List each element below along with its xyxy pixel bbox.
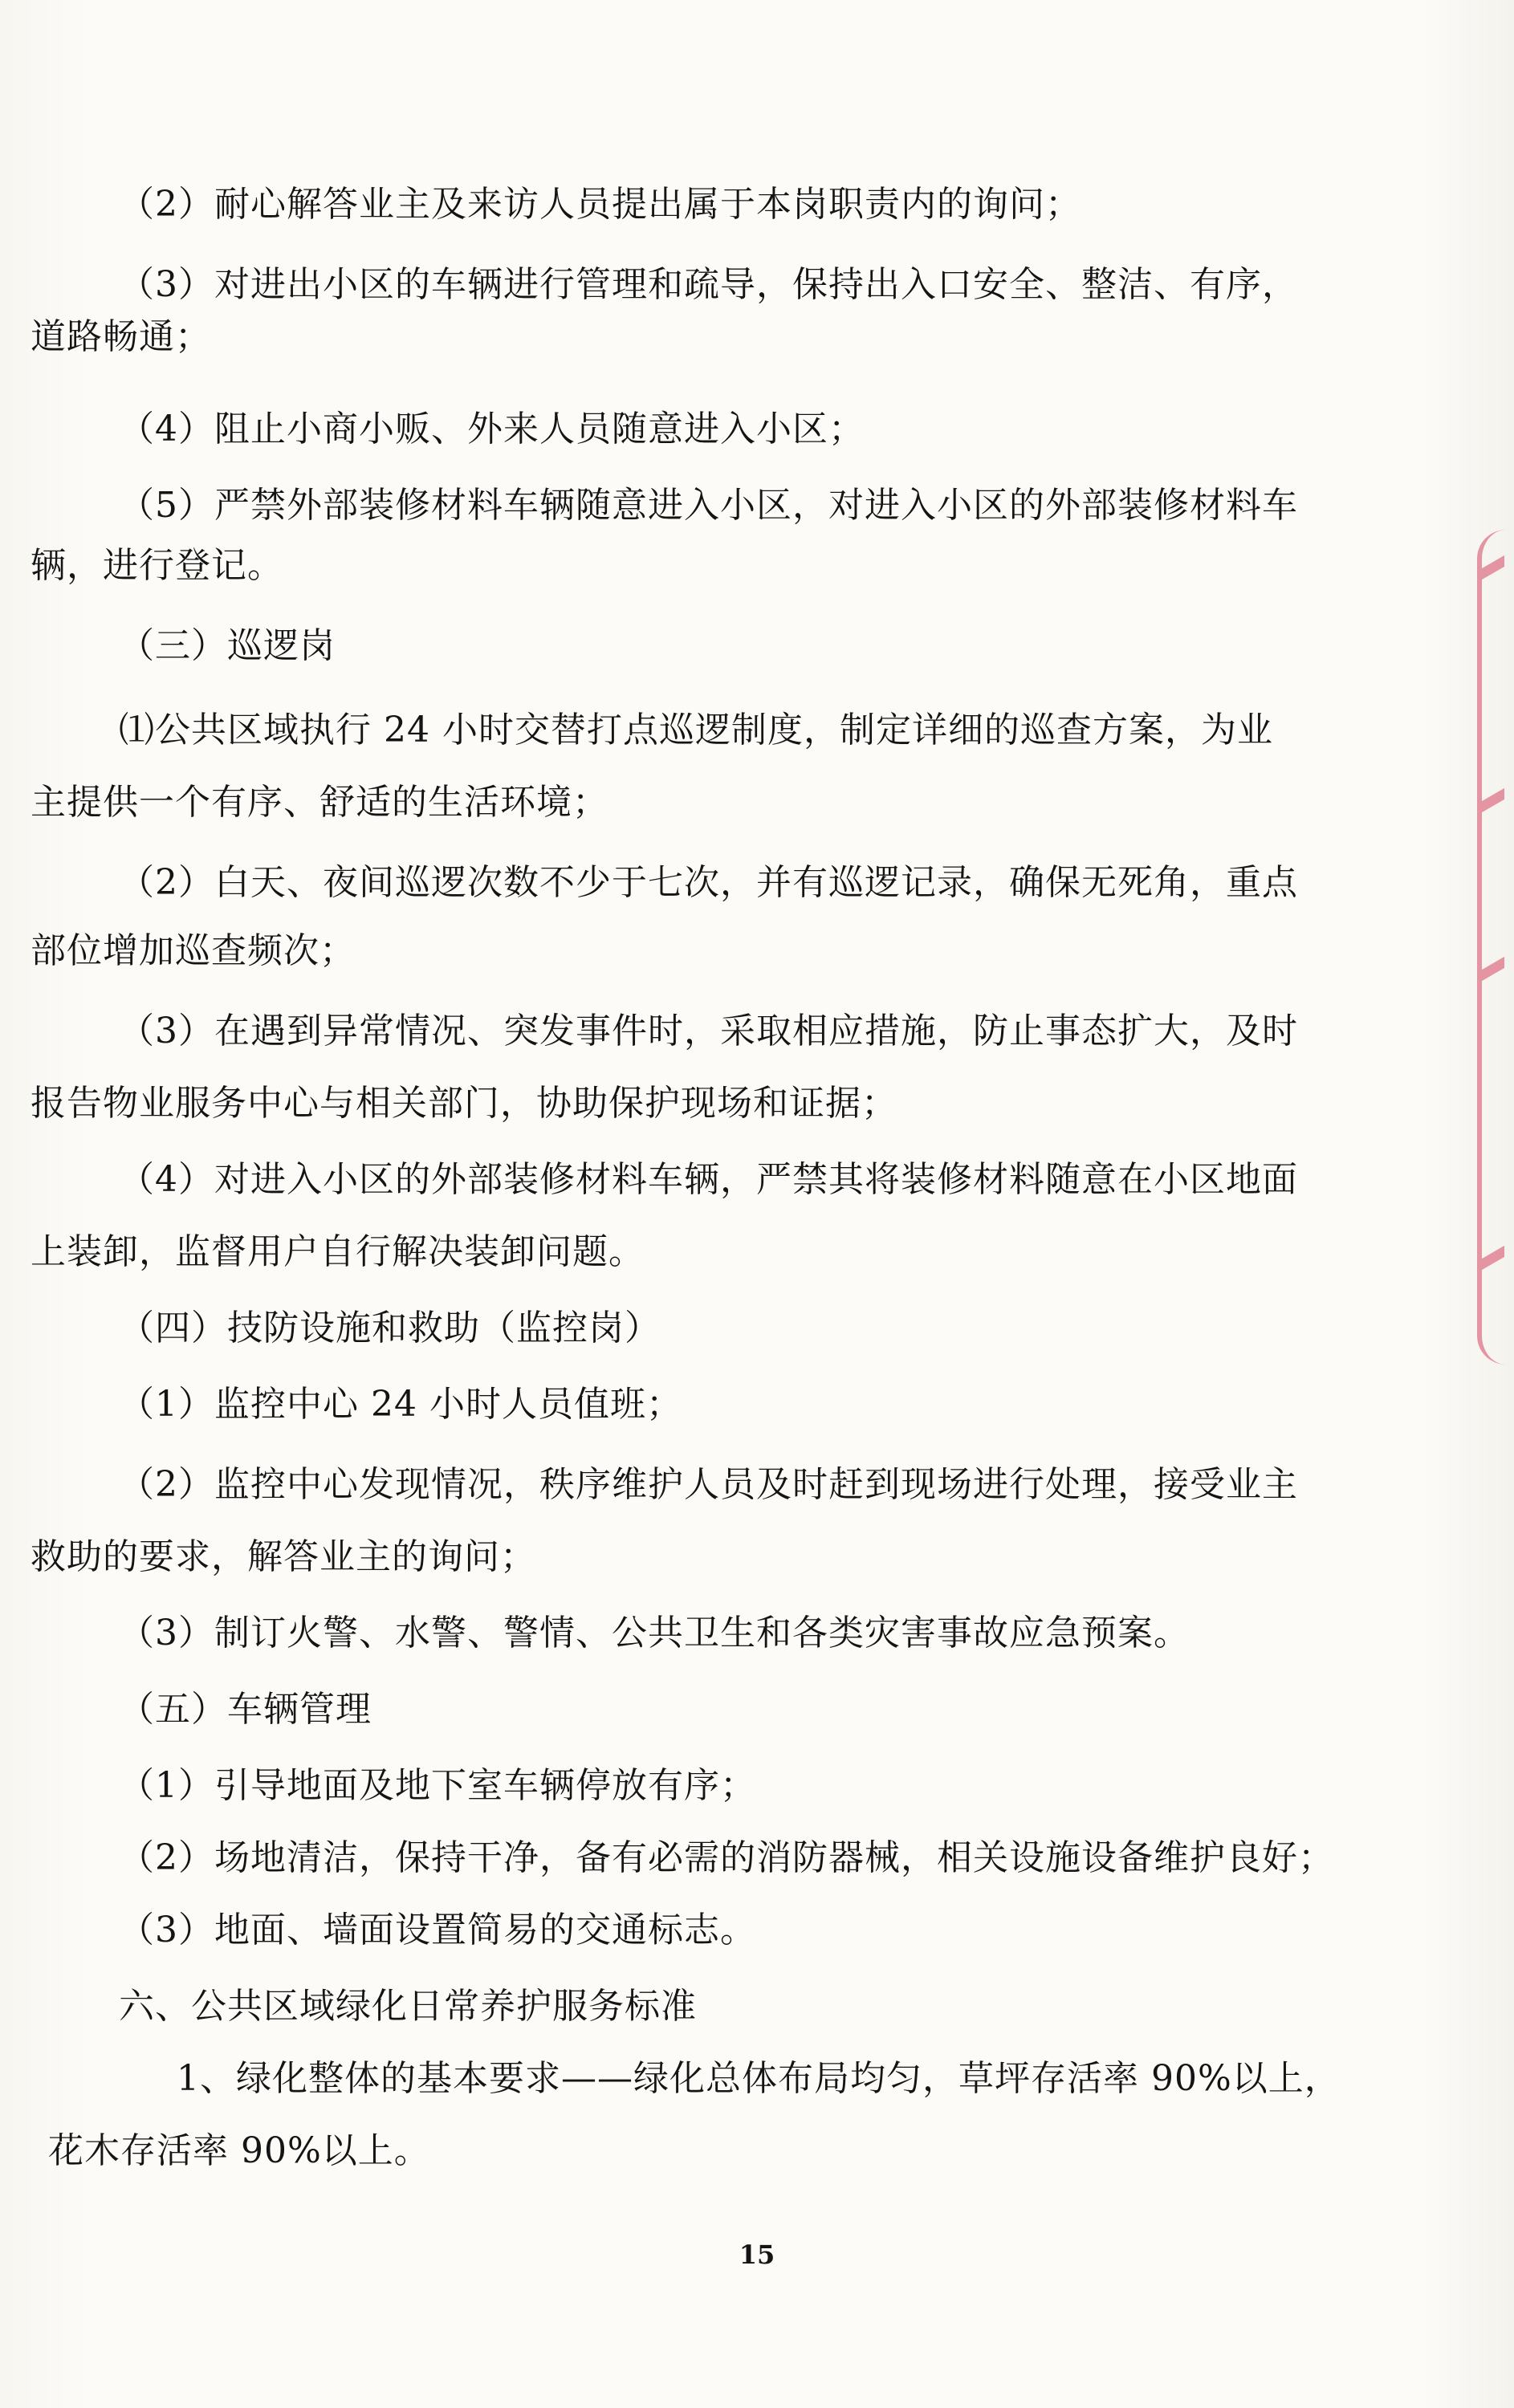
text-line-18: （2）监控中心发现情况，秩序维护人员及时赶到现场进行处理，接受业主: [119, 1464, 1298, 1505]
text-line-11: 部位增加巡查频次；: [31, 930, 356, 971]
text-line-13: 报告物业服务中心与相关部门，协助保护现场和证据；: [31, 1083, 897, 1124]
text-line-8: ⑴公共区域执行 24 小时交替打点巡逻制度，制定详细的巡查方案，为业: [119, 710, 1273, 750]
text-line-26: 1、绿化整体的基本要求——绿化总体布局均匀，草坪存活率 90%以上，: [177, 2058, 1341, 2099]
text-line-1: （2）耐心解答业主及来访人员提出属于本岗职责内的询问；: [119, 184, 1081, 225]
text-line-27: 花木存活率 90%以上。: [48, 2130, 430, 2171]
text-line-12: （3）在遇到异常情况、突发事件时，采取相应措施，防止事态扩大，及时: [119, 1011, 1298, 1051]
text-line-3: 道路畅通；: [31, 316, 211, 357]
text-line-6: 辆，进行登记。: [31, 545, 283, 586]
page-number: 15: [739, 2239, 775, 2270]
text-line-4: （4）阻止小商小贩、外来人员随意进入小区；: [119, 409, 865, 449]
red-seal-fragment: [1466, 530, 1514, 1365]
text-line-17: （1）监控中心 24 小时人员值班；: [119, 1384, 682, 1425]
text-line-9: 主提供一个有序、舒适的生活环境；: [31, 782, 608, 823]
text-line-23: （2）场地清洁，保持干净，备有必需的消防器械，相关设施设备维护良好；: [119, 1837, 1334, 1878]
text-line-15: 上装卸，监督用户自行解决装卸问题。: [31, 1231, 645, 1272]
section-heading-monitoring: （四）技防设施和救助（监控岗）: [119, 1308, 661, 1348]
text-line-24: （3）地面、墙面设置简易的交通标志。: [119, 1910, 756, 1950]
section-heading-vehicles: （五）车辆管理: [119, 1689, 372, 1730]
text-line-14: （4）对进入小区的外部装修材料车辆，严禁其将装修材料随意在小区地面: [119, 1159, 1298, 1200]
text-line-20: （3）制订火警、水警、警情、公共卫生和各类灾害事故应急预案。: [119, 1613, 1190, 1653]
text-line-22: （1）引导地面及地下室车辆停放有序；: [119, 1765, 756, 1806]
text-line-19: 救助的要求，解答业主的询问；: [31, 1536, 536, 1577]
text-line-2: （3）对进出小区的车辆进行管理和疏导，保持出入口安全、整洁、有序，: [119, 264, 1298, 305]
section-heading-greening: 六、公共区域绿化日常养护服务标准: [119, 1986, 697, 2027]
section-heading-patrol: （三）巡逻岗: [119, 625, 336, 666]
text-line-10: （2）白天、夜间巡逻次数不少于七次，并有巡逻记录，确保无死角，重点: [119, 862, 1298, 903]
text-line-5: （5）严禁外部装修材料车辆随意进入小区，对进入小区的外部装修材料车: [119, 485, 1298, 526]
